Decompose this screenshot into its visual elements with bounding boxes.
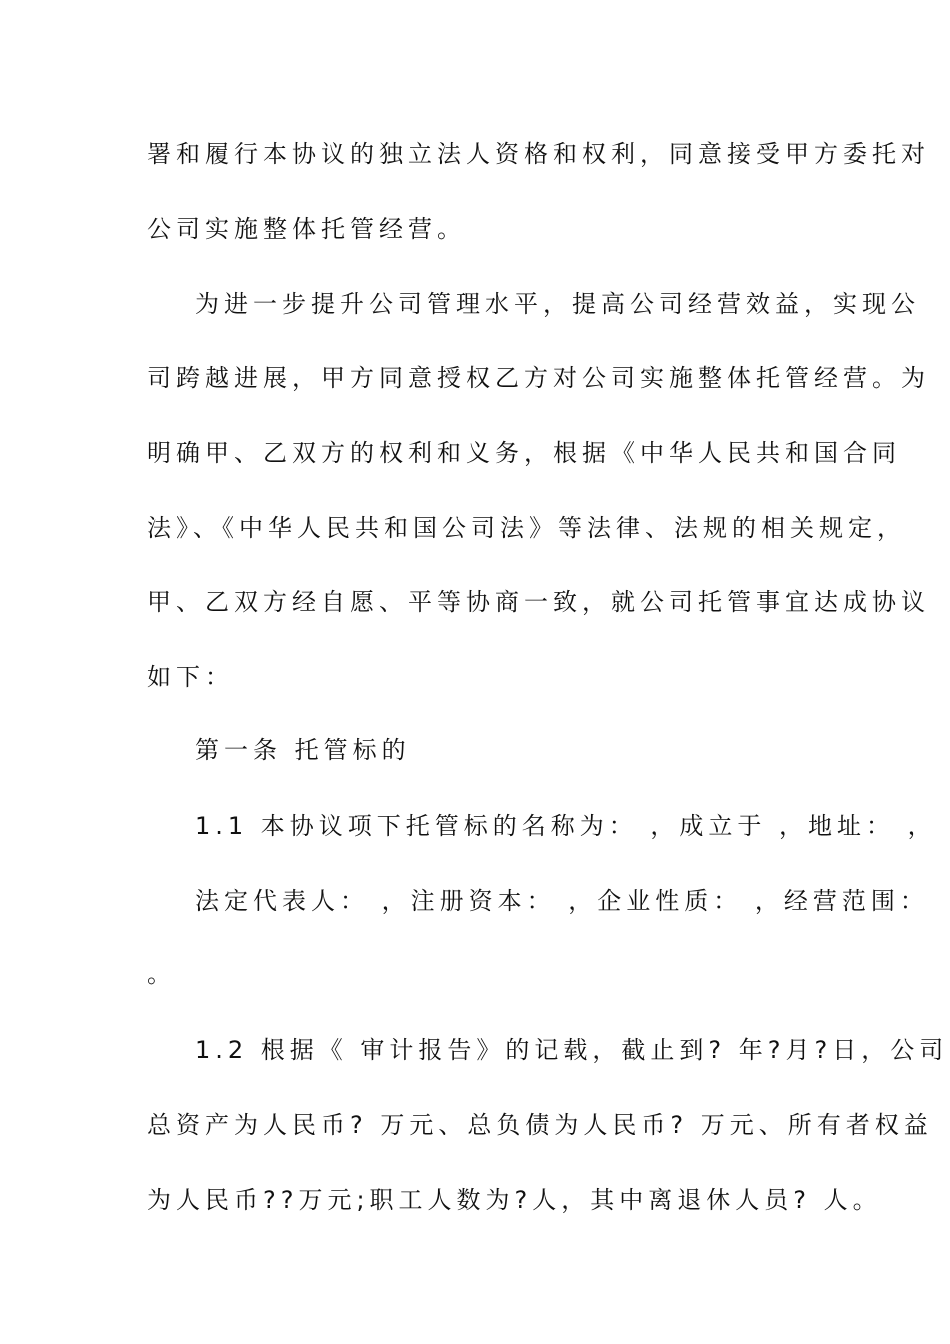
- text-line: 司跨越进展，甲方同意授权乙方对公司实施整体托管经营。为: [147, 364, 930, 392]
- text-line: 如下：: [147, 663, 234, 691]
- text-line: 法》、《中华人民共和国公司法》等法律、法规的相关规定，: [147, 514, 906, 542]
- text-line: 总资产为人民币? 万元、总负债为人民币? 万元、所有者权益: [147, 1111, 933, 1139]
- text-line: 。: [147, 960, 176, 988]
- paragraph-start-line: 为进一步提升公司管理水平，提高公司经营效益，实现公: [195, 290, 920, 318]
- text-line: 明确甲、乙双方的权利和义务，根据《中华人民共和国合同: [147, 439, 901, 467]
- article-heading: 第一条 托管标的: [195, 736, 411, 764]
- clause-1-2-line: 1.2 根据《 审计报告》的记载，截止到? 年?月?日，公司: [195, 1036, 949, 1064]
- text-line: 甲、乙双方经自愿、平等协商一致，就公司托管事宜达成协议: [147, 588, 930, 616]
- text-line: 为人民币??万元;职工人数为?人，其中离退休人员? 人。: [147, 1186, 882, 1214]
- clause-1-1-line: 1.1 本协议项下托管标的名称为： ，成立于 ，地址： ，: [195, 812, 937, 840]
- text-line: 公司实施整体托管经营。: [147, 215, 466, 243]
- text-line: 署和履行本协议的独立法人资格和权利，同意接受甲方委托对: [147, 140, 930, 168]
- clause-1-1-line: 法定代表人： ，注册资本： ，企业性质： ，经营范围：: [195, 887, 929, 915]
